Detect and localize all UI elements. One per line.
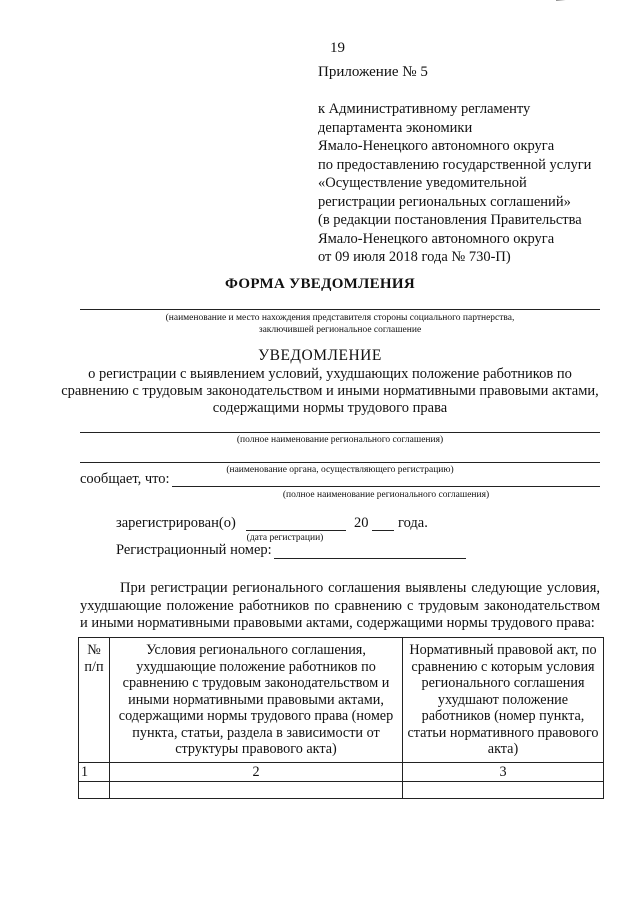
regulation-line: по предоставлению государственной услуги bbox=[318, 156, 592, 173]
page-number: 19 bbox=[330, 40, 345, 56]
party-caption-line-1: (наименование и место нахождения представителя стороны социального партнерства, bbox=[165, 313, 515, 323]
year-prefix: 20 bbox=[354, 515, 369, 531]
regulation-reference bbox=[318, 100, 591, 267]
conditions-table bbox=[78, 637, 604, 799]
reg-number-line[interactable] bbox=[274, 558, 466, 559]
caption-full-name-2: (полное наименование регионального соглашения) bbox=[282, 490, 490, 500]
year-line[interactable] bbox=[372, 530, 394, 531]
reports-label: сообщает, что: bbox=[80, 471, 170, 487]
regulation-line: от 09 июля 2018 года № 730-П) bbox=[318, 249, 511, 265]
authority-name-line[interactable] bbox=[80, 462, 600, 463]
regulation-line: Ямало-Ненецкого автономного округа bbox=[318, 138, 555, 154]
table-cell[interactable] bbox=[79, 782, 110, 799]
form-title: ФОРМА УВЕДОМЛЕНИЯ bbox=[225, 276, 415, 292]
reports-line[interactable] bbox=[172, 486, 600, 487]
regulation-line: Ямало-Ненецкого автономного округа bbox=[318, 230, 555, 247]
year-suffix: года. bbox=[398, 515, 428, 531]
registered-label: зарегистрирован(о) bbox=[116, 515, 236, 531]
table-row bbox=[79, 762, 604, 782]
column-number-2: 2 bbox=[110, 762, 403, 782]
table-row[interactable] bbox=[79, 782, 604, 799]
caption-date: (дата регистрации) bbox=[246, 533, 324, 543]
caption-full-name: (полное наименование регионального соглашения) bbox=[236, 435, 444, 445]
agreement-name-line[interactable] bbox=[80, 432, 600, 433]
paragraph-text: При регистрации регионального соглашения выявлены следующие условия, ухудшающие положение работников по сравнению с трудовым законодательством и иными нормативными правовыми актами, содержащими нормы трудового права: bbox=[80, 580, 600, 631]
regulation-line: департамента экономики bbox=[318, 119, 473, 136]
party-name-line[interactable] bbox=[80, 309, 600, 310]
table-header-row bbox=[79, 638, 604, 763]
reg-number-label: Регистрационный номер: bbox=[116, 542, 272, 558]
header-conditions: Условия регионального соглашения, ухудшающие положение работников по сравнению с трудовым законодательством и иными нормативными правовыми актами, содержащими нормы трудового права (номер пункта, статьи, раздела в зависимости от структуры правового акта) bbox=[110, 638, 403, 763]
party-caption bbox=[80, 312, 600, 336]
scan-edge-line bbox=[556, 0, 640, 1]
regulation-line: (в редакции постановления Правительства bbox=[318, 212, 582, 228]
table-cell[interactable] bbox=[110, 782, 403, 799]
caption-authority: (наименование органа, осуществляющего регистрацию) bbox=[226, 465, 454, 475]
registration-date-line[interactable] bbox=[246, 530, 346, 531]
regulation-line: к Административному регламенту bbox=[318, 101, 531, 117]
regulation-line: регистрации региональных соглашений» bbox=[318, 193, 571, 210]
header-legal-act: Нормативный правовой акт, по сравнению с которым условия регионального соглашения ухудшают положение работников (номер пункта, статьи нормативного правового акта) bbox=[403, 638, 604, 763]
column-number-3: 3 bbox=[403, 762, 604, 782]
appendix-label: Приложение № 5 bbox=[318, 64, 428, 80]
table-cell[interactable] bbox=[403, 782, 604, 799]
conditions-paragraph bbox=[80, 580, 600, 633]
column-number-1: 1 bbox=[79, 762, 110, 782]
party-caption-line-2: заключившей региональное соглашение bbox=[258, 325, 422, 335]
notice-subtitle: о регистрации с выявлением условий, ухудшающих положение работников по сравнению с трудовым законодательством и иными нормативными правовыми актами, содержащими нормы трудового права bbox=[61, 366, 599, 416]
regulation-line: «Осуществление уведомительной bbox=[318, 175, 527, 191]
header-number: № п/п bbox=[79, 638, 110, 763]
notice-title: УВЕДОМЛЕНИЕ bbox=[258, 347, 382, 364]
